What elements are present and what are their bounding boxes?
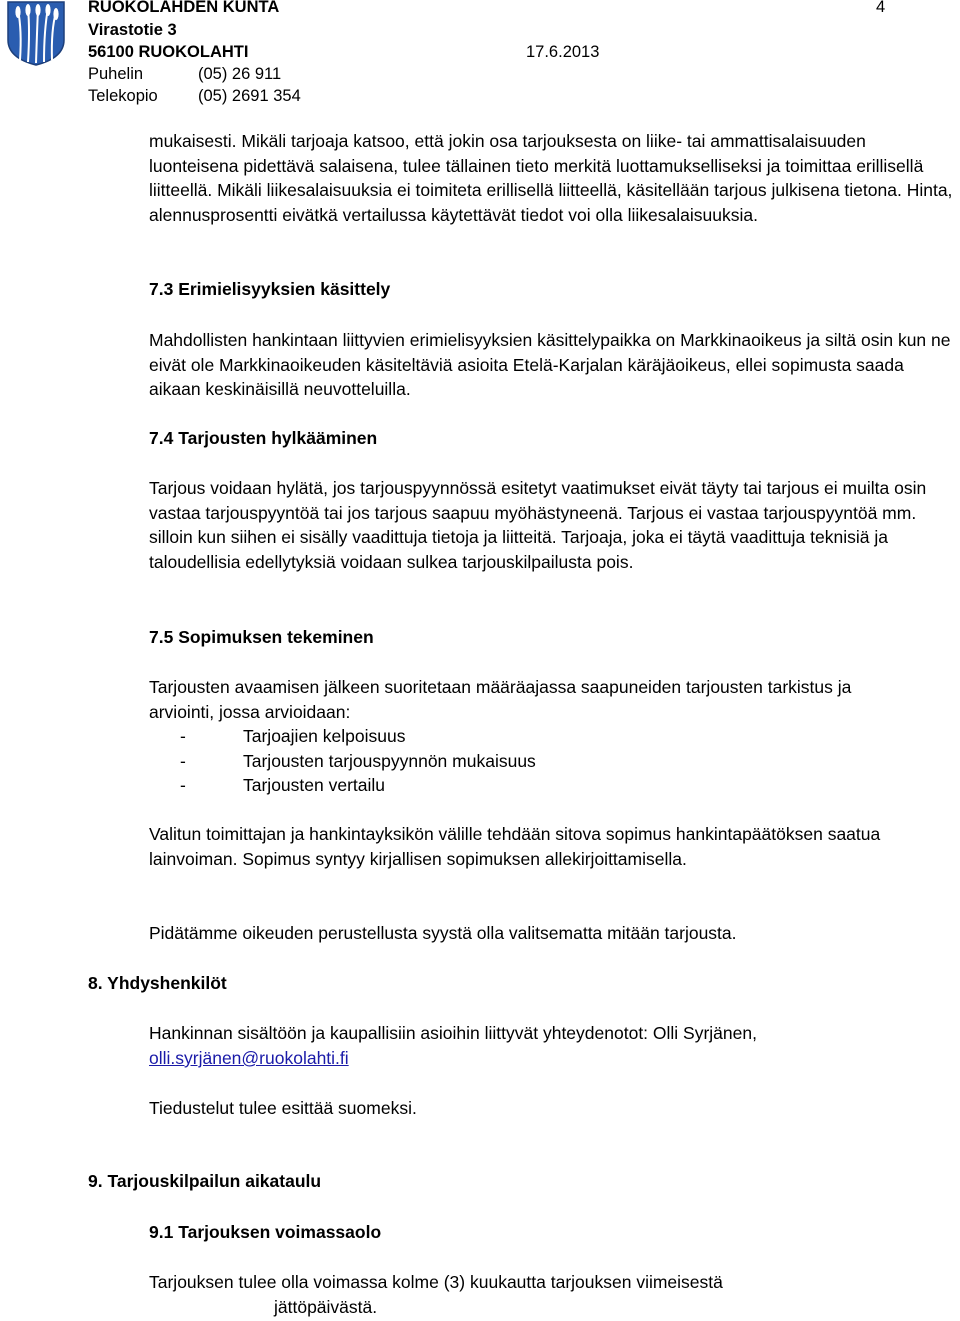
phone-label: Puhelin bbox=[88, 65, 144, 83]
phone-number: (05) 26 911 bbox=[198, 65, 282, 83]
section-heading-8: 8. Yhdyshenkilöt bbox=[88, 973, 227, 993]
confidentiality-paragraph: mukaisesti. Mikäli tarjoaja katsoo, että jokin osa tarjouksesta on liike- tai ammattisalaisuuden luonteisena pidettävä salaisena, tulee tällainen tieto merkitä luottamukselliseksi ja toimittaa erillisellä liitteellä. Mikäli liikesalaisuuksia ei toimiteta erillisellä liitteellä, käsitellään tarjous julkisena tietona. Hinta, alennusprosentti eivätkä vertailussa käytettävät tiedot voi olla liikesalaisuuksia. bbox=[149, 131, 953, 225]
contact-email-row bbox=[149, 1046, 349, 1071]
document-date: 17.6.2013 bbox=[526, 43, 600, 61]
contract-paragraph: Valitun toimittajan ja hankintayksikön välille tehdään sitova sopimus hankintapäätöksen saatua lainvoiman. Sopimus syntyy kirjallisen sopimuksen allekirjoittamisella. bbox=[149, 824, 881, 869]
section-heading-7-4: 7.4 Tarjousten hylkääminen bbox=[149, 428, 378, 448]
contacts-paragraph: Hankinnan sisältöön ja kaupallisiin asioihin liittyvät yhteydenotot: Olli Syrjänen, bbox=[149, 1023, 757, 1043]
section-heading-9-1: 9.1 Tarjouksen voimassaolo bbox=[149, 1222, 382, 1242]
list-item-dash: - bbox=[180, 775, 186, 795]
validity-line-1: Tarjouksen tulee olla voimassa kolme (3) kuukautta tarjouksen viimeisestä bbox=[149, 1272, 723, 1292]
fax-number: (05) 2691 354 bbox=[198, 87, 301, 105]
language-paragraph: Tiedustelut tulee esittää suomeksi. bbox=[149, 1098, 417, 1118]
disputes-paragraph: Mahdollisten hankintaan liittyvien erimielisyyksien käsittelypaikka on Markkinaoikeus ja siltä osin kun ne eivät ole Markkinaoikeuden käsiteltäviä asioita Etelä-Karjalan käräjäoikeus, ellei sopimusta saada aikaan keskinäisillä neuvotteluilla. bbox=[149, 330, 951, 399]
municipal-crest-logo bbox=[6, 0, 66, 66]
page-number: 4 bbox=[876, 0, 886, 16]
list-item-dash: - bbox=[180, 726, 186, 746]
list-item: Tarjoajien kelpoisuus bbox=[243, 726, 406, 746]
list-item: Tarjousten tarjouspyynnön mukaisuus bbox=[243, 751, 536, 771]
fax-label: Telekopio bbox=[88, 87, 158, 105]
postal-address: 56100 RUOKOLAHTI bbox=[88, 43, 249, 61]
evaluation-paragraph: Tarjousten avaamisen jälkeen suoritetaan määräajassa saapuneiden tarjousten tarkistus ja arviointi, jossa arvioidaan: bbox=[149, 677, 852, 722]
street-address: Virastotie 3 bbox=[88, 21, 177, 39]
list-item: Tarjousten vertailu bbox=[243, 775, 386, 795]
reservation-paragraph: Pidätämme oikeuden perustellusta syystä olla valitsematta mitään tarjousta. bbox=[149, 923, 737, 943]
section-heading-9: 9. Tarjouskilpailun aikataulu bbox=[88, 1171, 322, 1191]
list-item-dash: - bbox=[180, 751, 186, 771]
contact-email-link[interactable]: olli.syrjänen@ruokolahti.fi bbox=[149, 1048, 349, 1068]
rejection-paragraph: Tarjous voidaan hylätä, jos tarjouspyynnössä esitetyt vaatimukset eivät täyty tai tarjous ei muilta osin vastaa tarjouspyyntöä tai jos tarjous saapuu myöhästyneenä. Tarjous ei vastaa tarjouspyyntöä mm. silloin kun siihen ei sisälly vaadittuja tietoja ja liitteitä. Tarjoaja, joka ei täytä vaadittuja teknisiä ja taloudellisia edellytyksiä voidaan sulkea tarjouskilpailusta pois. bbox=[149, 478, 927, 572]
section-heading-7-3: 7.3 Erimielisyyksien käsittely bbox=[149, 279, 391, 299]
section-heading-7-5: 7.5 Sopimuksen tekeminen bbox=[149, 627, 374, 647]
org-name: RUOKOLAHDEN KUNTA bbox=[88, 0, 280, 16]
validity-line-2: jättöpäivästä. bbox=[274, 1297, 378, 1317]
